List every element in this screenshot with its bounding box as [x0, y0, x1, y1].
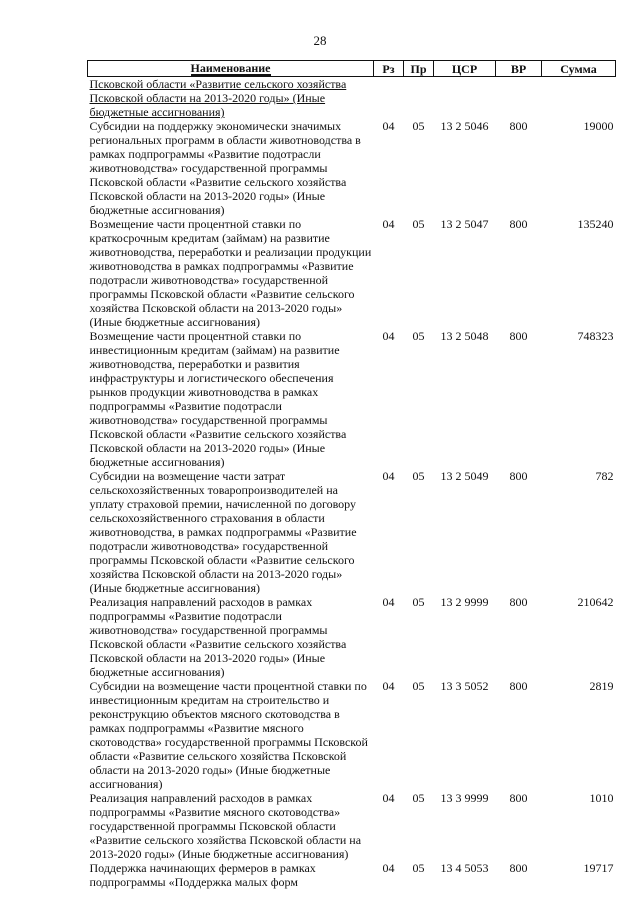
table-row — [88, 217, 616, 329]
header-pr: Пр — [404, 61, 434, 77]
row-rz: 04 — [382, 791, 395, 805]
row-name: Реализация направлений расходов в рамках подпрограммы «Развитие подотрасли животноводства» государственной программы Псковской области «Развитие сельского хозяйства Псковской области на 2013-2020 годы» (Иные бюджетные ассигнования) — [89, 595, 347, 679]
row-vr: 800 — [509, 469, 528, 483]
row-vr: 800 — [509, 119, 528, 133]
row-name: Возмещение части процентной ставки по инвестиционным кредитам (займам) на развитие животноводства, переработки и развития инфраструктуры и логистического обеспечения рынков продукции животноводства в рамках подпрограммы «Развитие подотрасли животноводства» государственной программы Псковской области «Развитие сельского хозяйства Псковской области на 2013-2020 годы» (Иные бюджетные ассигнования) — [89, 329, 347, 469]
row-name: Реализация направлений расходов в рамках подпрограммы «Развитие мясного скотоводства» государственной программы Псковской области «Развитие сельского хозяйства Псковской области на 2013-2020 годы» (Иные бюджетные ассигнования) — [89, 791, 362, 861]
row-rz — [374, 77, 404, 120]
table-row — [88, 119, 616, 217]
row-pr: 05 — [412, 469, 425, 483]
row-rz: 04 — [382, 861, 395, 875]
row-csr: 13 4 5053 — [440, 861, 489, 875]
row-csr — [434, 77, 496, 120]
row-rz: 04 — [382, 217, 395, 231]
row-vr: 800 — [509, 791, 528, 805]
row-sum: 19717 — [583, 861, 614, 875]
table-row — [88, 595, 616, 679]
row-pr: 05 — [412, 791, 425, 805]
row-pr: 05 — [412, 679, 425, 693]
table-row — [88, 861, 616, 889]
row-sum: 210642 — [577, 595, 614, 609]
header-name: Наименование — [88, 61, 374, 77]
row-csr: 13 2 9999 — [440, 595, 489, 609]
row-name: Субсидии на возмещение части процентной ставки по инвестиционным кредитам на строительство и реконструкцию объектов мясного скотоводства в рамках подпрограммы «Развитие мясного скотоводства» государственной программы Псковской области «Развитие сельского хозяйства Псковской области на 2013-2020 годы» (Иные бюджетные ассигнования) — [89, 679, 368, 791]
row-name: Поддержка начинающих фермеров в рамках подпрограммы «Поддержка малых форм — [89, 861, 316, 889]
row-name: Возмещение части процентной ставки по краткосрочным кредитам (займам) на развитие животноводства, переработки и реализации продукции животноводства в рамках подпрограммы «Развитие подотрасли животноводства» государственной программы Псковской области «Развитие сельского хозяйства Псковской области на 2013-2020 годы» (Иные бюджетные ассигнования) — [89, 217, 372, 329]
row-csr: 13 2 5047 — [440, 217, 489, 231]
row-rz: 04 — [382, 119, 395, 133]
row-pr: 05 — [412, 217, 425, 231]
row-rz: 04 — [382, 329, 395, 343]
row-csr: 13 2 5049 — [440, 469, 489, 483]
row-csr: 13 2 5046 — [440, 119, 489, 133]
row-vr: 800 — [509, 217, 528, 231]
row-name: Субсидии на поддержку экономически значимых региональных программ в области животноводства в рамках подпрограммы «Развитие подотрасли животноводства» государственной программы Псковской области «Развитие сельского хозяйства Псковской области на 2013-2020 годы» (Иные бюджетные ассигнования) — [89, 119, 361, 217]
table-row — [88, 791, 616, 861]
row-sum: 748323 — [577, 329, 614, 343]
row-name: Псковской области «Развитие сельского хозяйства Псковской области на 2013-2020 годы» (Иные бюджетные ассигнования) — [89, 77, 347, 119]
row-sum: 135240 — [577, 217, 614, 231]
row-vr: 800 — [509, 679, 528, 693]
row-rz: 04 — [382, 469, 395, 483]
header-rz: Рз — [374, 61, 404, 77]
row-pr: 05 — [412, 861, 425, 875]
page-number: 28 — [313, 33, 327, 48]
row-rz: 04 — [382, 595, 395, 609]
row-sum: 19000 — [583, 119, 614, 133]
row-csr: 13 3 9999 — [440, 791, 489, 805]
row-pr: 05 — [412, 595, 425, 609]
row-pr: 05 — [412, 119, 425, 133]
table-row — [88, 77, 616, 120]
row-sum: 782 — [595, 469, 614, 483]
row-vr — [496, 77, 542, 120]
row-pr: 05 — [412, 329, 425, 343]
row-vr: 800 — [509, 861, 528, 875]
row-vr: 800 — [509, 329, 528, 343]
header-sum: Сумма — [542, 61, 616, 77]
table-row — [88, 679, 616, 791]
row-sum — [542, 77, 616, 120]
row-sum: 1010 — [589, 791, 614, 805]
row-sum: 2819 — [589, 679, 614, 693]
table-body — [88, 77, 616, 890]
row-pr — [404, 77, 434, 120]
row-vr: 800 — [509, 595, 528, 609]
table-header-row — [88, 61, 616, 77]
budget-table — [87, 60, 616, 889]
row-name: Субсидии на возмещение части затрат сельскохозяйственных товаропроизводителей на уплату страховой премии, начисленной по договору сельскохозяйственного страхования в области животноводства, в рамках подпрограммы «Развитие подотрасли животноводства» государственной программы Псковской области «Развитие сельского хозяйства Псковской области на 2013-2020 годы» (Иные бюджетные ассигнования) — [89, 469, 357, 595]
row-csr: 13 3 5052 — [440, 679, 489, 693]
table-row — [88, 329, 616, 469]
row-rz: 04 — [382, 679, 395, 693]
row-csr: 13 2 5048 — [440, 329, 489, 343]
header-csr: ЦСР — [434, 61, 496, 77]
table-row — [88, 469, 616, 595]
header-vr: ВР — [496, 61, 542, 77]
